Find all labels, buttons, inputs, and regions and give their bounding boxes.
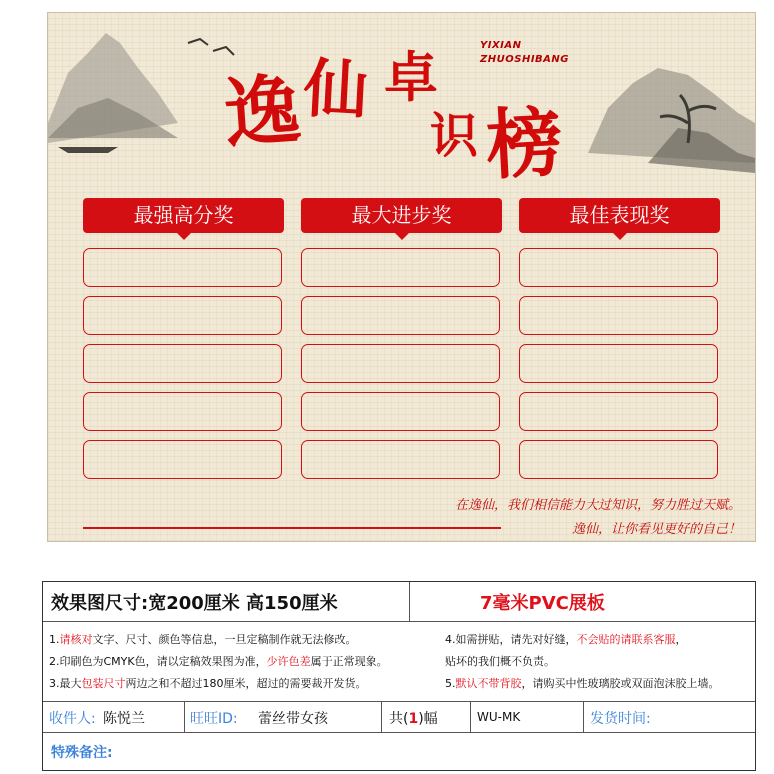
divider — [470, 702, 471, 732]
size-text: 效果图尺寸:宽200厘米 高150厘米 — [51, 593, 338, 614]
divider — [381, 702, 382, 732]
recipient-label: 收件人: — [49, 711, 96, 727]
wangwang-value: 蕾丝带女孩 — [258, 711, 328, 727]
category-banner-top-score: 最强高分奖 — [83, 198, 284, 233]
title-char: 逸 — [221, 64, 304, 159]
name-slot — [83, 440, 282, 479]
notes-left — [49, 629, 388, 695]
honor-board-poster — [47, 12, 756, 542]
recipient-value: 陈悦兰 — [103, 711, 145, 727]
slogan-line-2: 逸仙，让你看见更好的自己！ — [571, 522, 741, 537]
title-char: 仙 — [301, 51, 370, 130]
name-slot — [301, 392, 500, 431]
note-line: 贴坏的我们概不负责。 — [445, 655, 555, 668]
divider — [583, 702, 584, 732]
divider — [184, 702, 185, 732]
note-line: 3.最大包装尺寸两边之和不超过180厘米，超过的需要裁开发货。 — [49, 677, 367, 690]
name-slot — [519, 248, 718, 287]
note-line: 5.默认不带背胶，请购买中性玻璃胶或双面泡沫胶上墙。 — [445, 677, 720, 690]
name-slot — [519, 440, 718, 479]
quantity: 共(1)幅 — [389, 711, 438, 727]
material-text: 7毫米PVC展板 — [480, 593, 605, 614]
recipient-row — [43, 702, 755, 733]
title-char: 榜 — [484, 97, 565, 190]
slogan-line-1: 在逸仙，我们相信能力大过知识，努力胜过天赋。 — [454, 498, 741, 513]
name-slot — [301, 440, 500, 479]
note-line: 4.如需拼贴，请先对好缝，不会贴的请联系客服， — [445, 633, 687, 646]
name-slot — [301, 344, 500, 383]
red-divider — [83, 527, 501, 529]
title-pinyin: YIXIAN ZHUOSHIBANG — [480, 40, 569, 65]
note-line: 1.请核对文字、尺寸、颜色等信息，一旦定稿制作就无法修改。 — [49, 633, 357, 646]
size-row — [43, 582, 755, 622]
notes-right — [445, 629, 720, 695]
name-slot — [519, 296, 718, 335]
title-char: 识 — [430, 108, 479, 164]
name-slot — [83, 344, 282, 383]
ship-time-label: 发货时间: — [590, 711, 651, 727]
name-slot — [519, 344, 718, 383]
name-slot — [301, 296, 500, 335]
name-slot — [83, 392, 282, 431]
category-banner-best-performance: 最佳表现奖 — [519, 198, 720, 233]
remark-label: 特殊备注: — [51, 745, 113, 761]
notes-row — [43, 622, 755, 702]
name-slot — [301, 248, 500, 287]
note-line: 2.印刷色为CMYK色，请以定稿效果图为准，少许色差属于正常现象。 — [49, 655, 388, 668]
order-info-table — [42, 581, 756, 771]
name-slot — [519, 392, 718, 431]
wangwang-label: 旺旺ID: — [190, 711, 238, 727]
category-banner-most-improved: 最大进步奖 — [301, 198, 502, 233]
remark-row — [43, 733, 755, 770]
divider — [409, 582, 410, 621]
name-slot — [83, 248, 282, 287]
name-slot — [83, 296, 282, 335]
title-char: 卓 — [384, 45, 438, 109]
product-code: WU-MK — [477, 710, 521, 724]
